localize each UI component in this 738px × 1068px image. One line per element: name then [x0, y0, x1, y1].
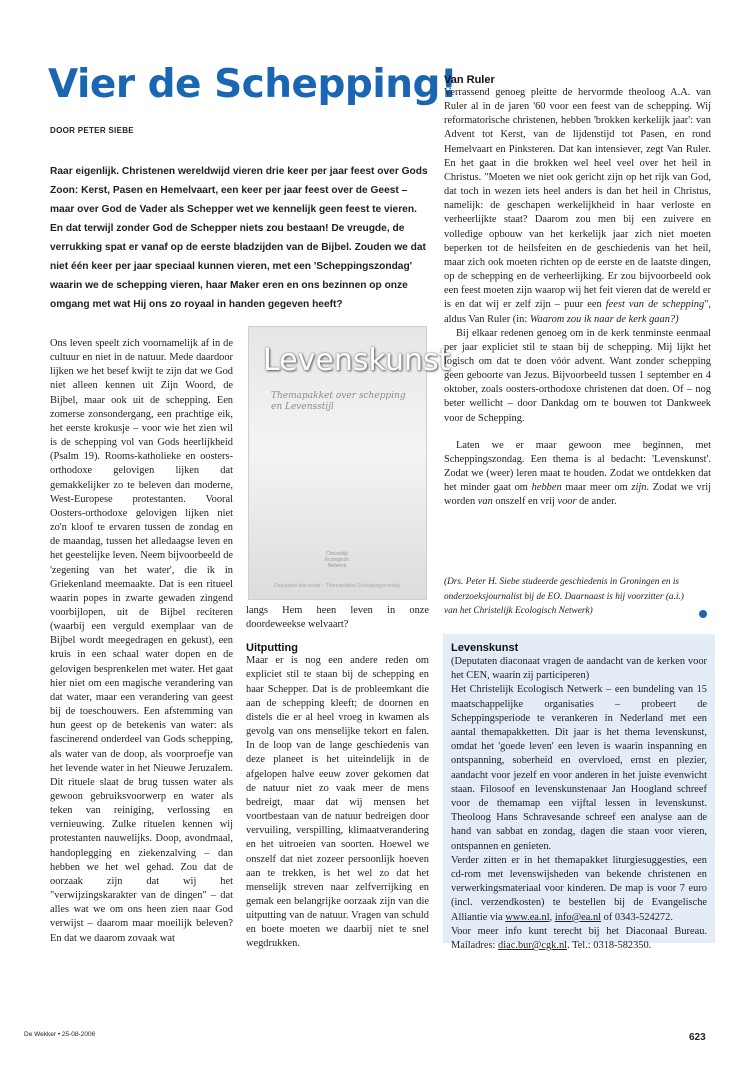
column-3 — [444, 74, 711, 510]
article-title: Vier de Schepping! — [48, 62, 458, 107]
levenskunst-info-box — [443, 634, 715, 952]
cover-footer: Deputaten diaconaat – Themapakket Scheppingszondag — [274, 583, 400, 589]
box-paragraph-1: (Deputaten diaconaat vragen de aandacht van de kerken voor het CEN, waarin zij participeren) — [451, 656, 707, 682]
van-ruler-paragraph-1: Verrassend genoeg pleitte de hervormde theoloog A.A. van Ruler al in de jaren '60 voor een feest van de schepping. Wij reformatorische christenen, hebben 'brokken kerkelijk jaar': van Advent tot Kerst, van de lijdenstijd tot Pasen, en rond Hemelvaart en Pinksteren. Dat kan intensiever, zegt Van Ruler. En het gaat in die brokken wel heel veel over het heil in Christus. "Moeten we niet ook gericht zijn op het rijk van God, dat toch in wezen iets heel anders is dan het heil in Christus, namelijk: de geschapen werkelijkheid in haar verloste en verheerlijkte staat? Daarom zou men bij een zuivere en volledige opbouw van het kerkelijk jaar zich niet moeten beperken tot de heilsfeiten en de geschiedenis van het heil, maar zich ook moeten richten op de eerste en de laatste dingen, op de schepping en de verheerlijking. Er zou bijvoorbeeld ook een feest moeten zijn waarop wij het feit vieren dat de wereld er is en dat wij er zelf zijn – puur een feest van de schepping", aldus Van Ruler (in: Waarom zou ik naar de kerk gaan?) — [444, 87, 711, 325]
link-diaconaal-email[interactable]: diac.bur@cgk.nl — [498, 940, 568, 952]
van-ruler-paragraph-2: Bij elkaar redenen genoeg om in de kerk tenminste eenmaal per jaar expliciet stil te staan bij de schepping. Mij lijkt het logisch om dat te doen vóór advent. Want zonder schepping geen geboorte van Jezus. Bijvoorbeeld tussen 1 september en 4 oktober, zoals oosters-orthodoxe christenen dat doen. Of – nog beter wellicht – door Dankdag om te bouwen tot Dankweek voor de Schepping. — [444, 327, 711, 424]
cover-subtitle: Themapakket over schepping en Levensstijl — [271, 391, 406, 412]
column-2-text: Maar er is nog een andere reden om expliciet stil te staan bij de schepping en haar Schepper. Dat is de probleemkant die aan de schepping kleeft; de doornen en distels die er al heel vroeg in kwamen als gevolg van ons menselijke tekort en falen. In de loop van de lange geschiedenis van deze planeet is het uiteindelijk in de afgelopen halve eeuw zover gekomen dat de natuur niet zo vaak meer de mens bedreigt, maar dat wij mensen het voortbestaan van de natuur bedreigen door vervuiling, verspilling, klimaatverandering en het uitroeien van soorten. Hoewel we onszelf dat niet zozeer persoonlijk hoeven aan te trekken, is het wel zo dat het menselijk streven naar zelfverrijking en gemak een belangrijke oorzaak zijn van die uitputting van de natuur. Vragen van schuld en boete moeten we daarbij niet te snel wegdrukken. — [246, 655, 429, 950]
cover-title: Levenskunst — [263, 343, 451, 378]
levenskunst-cover-image — [248, 326, 451, 600]
column-2 — [246, 604, 429, 952]
box-title: Levenskunst — [451, 642, 519, 654]
intro-paragraph: Raar eigenlijk. Christenen wereldwijd vieren drie keer per jaar feest over Gods Zoon: Kerst, Pasen en Hemelvaart, een keer per jaar feest over de Geest – maar over God de Vader als Schepper wet we kennelijk geen feest te vieren. En dat terwijl zonder God de Schepper niets zou bestaan! De vreugde, de verrukking spat er vanaf op de eerste bladzijden van de Bijbel. Zouden we dat niet één keer per jaar speciaal kunnen vieren, met een 'Scheppingszondag' waarin we de schepping vieren, haar Maker eren en ons bezinnen op onze omgang met wat Hij ons zo royaal in handen gegeven heeft? — [50, 166, 428, 310]
end-bullet-icon — [699, 610, 707, 618]
column-1-text: Ons leven speelt zich voornamelijk af in de cultuur en niet in de natuur. Mede daardoor lijken we het besef kwijt te zijn dat we God niet alleen kennen uit Zijn Woord, de Bijbel, maar ook uit de schepping. Een zomerse zonsondergang, een prachtige eik, het eerste krokusje – voor wie het zien wil is de schepping vol van Gods heerlijkheid (Psalm 19). Rooms-katholieke en oosters-orthodoxe gelovigen lijken dat gemakkelijker zo te beleven dan moderne, West-Europese protestanten. Vooral Oosters-orthodoxe gelovigen lijken niet zo'n kloof te ervaren tussen de zondag en de maandag, tussen het alledaagse leven en het geestelijke leven. Neem bijvoorbeeld de 'zegening van het water', die ik in Griekenland meemaakte. Dat is een ritueel waarin popes in zwarte gewaden zingend voorbijlopen, uit de Bijbel reciteren (waarbij een verguld exemplaar van de Bijbel wordt meegedragen en gekust), een kruis in een schaal water dopen en de gelovigen besprenkelen met water. Het gaat hier niet om een magische verandering van dat water, maar een verandering van geest bij de toeschouwers. Een afstemming van hun geest op de betekenis van water: als fascinerend onderdeel van Gods schepping, als water van de doop, als voorproefje van het levende water in het Nieuwe Jeruzalem. Dit rituele slaat de brug tussen water als gewoon gebruiksvoorwerp en water als teken van reiniging, verlossing en vernieuwing. Zulke rituelen kennen wij protestanten nauwelijks. Doop, avondmaal, handoplegging en ziekenzalving – dan hebben we het wel gehad. Zou dat de oorzaak zijn dat wij het "verwijzingskarakter van de dingen" – dat alles wat we om ons heen zien naar God verwijst – daarom maar moeilijk beleven? En dat we daarom zovaak wat — [50, 338, 233, 944]
author-note: (Drs. Peter H. Siebe studeerde geschiedenis in Groningen en is onderzoeksjournalist bij de EO. Daarnaast is hij voorzitter (a.i.) van het Christelijk Ecologisch Netwerk) — [444, 577, 684, 616]
box-paragraph-2: Het Christelijk Ecologisch Netwerk – een bundeling van 15 maatschappelijke organisaties – probeert de Scheppingsperiode te verankeren in Nederland met een aantal themapakketten. Dit jaar is het thema levenskunst, omdat het 'goede leven' een leven is waarin inspanning en ontspanning, soberheid en overvloed, ernst en plezier, aandacht voor jezelf en voor anderen in het juiste evenwicht staan. Filosoof en levenskunstenaar Jan Hoogland schreef voor de themamap een vijftal lessen in levenskunst. Theoloog Hans Schravesande schreef een analyse aan de hand van sabbat en zondag, dagen die staan voor vieren, ontspannen en genieten. — [451, 684, 707, 852]
van-ruler-paragraph-3: Laten we er maar gewoon mee beginnen, met Scheppingszondag. Een thema is al bedacht: 'Levenskunst'. Zodat we (weer) leren maat te houden. Zodat we ontdekken dat het minder gaat om hebben maar meer om zijn. Zodat we vrij worden van onszelf en vrij voor de ander. — [444, 439, 711, 508]
cover-logo: Christelijk Ecologisch Netwerk — [324, 551, 350, 569]
byline: DOOR PETER SIEBE — [50, 126, 134, 135]
link-ea-email[interactable]: info@ea.nl — [554, 911, 602, 923]
heading-uitputting: Uitputting — [246, 642, 298, 655]
box-paragraph-4: Voor meer info kunt terecht bij het Diaconaal Bureau. Mailadres: diac.bur@cgk.nl. Tel.: 0318-582350. — [451, 925, 707, 952]
page-number: 623 — [689, 1032, 706, 1043]
box-paragraph-3: Verder zitten er in het themapakket liturgiesuggesties, een cd-rom met levenswijsheden van bekende christenen en verwerkingsmateriaal voor kinderen. De map is voor 7 euro (incl. verzendkosten) te bestellen bij de Evangelische Alliantie via www.ea.nl, info@ea.nl of 0343-524272. — [451, 854, 707, 923]
column-2-continuation: langs Hem heen leven in onze doordeweekse welvaart? — [246, 605, 429, 631]
heading-van-ruler: Van Ruler — [444, 74, 495, 86]
footer-publication: De Wekker • 25-08-2006 — [24, 1031, 96, 1038]
link-ea-website[interactable]: www.ea.nl — [505, 911, 550, 923]
